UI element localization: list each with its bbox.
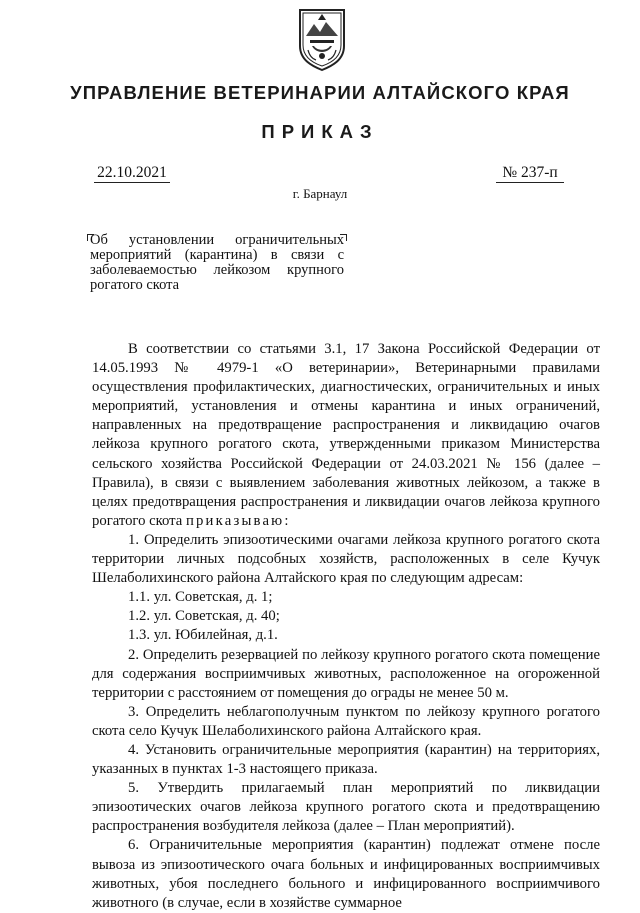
item-1-1: 1.1. ул. Советская, д. 1; <box>128 589 273 606</box>
item-4: 4. Установить ограничительные мероприятия (карантин) на территориях, указанных в пунктах 1-3 настоящего приказа. <box>92 741 600 778</box>
item-1-2: 1.2. ул. Советская, д. 40; <box>128 608 280 625</box>
order-word: приказываю: <box>185 512 291 529</box>
order-number: № 237-п <box>496 164 564 183</box>
preamble-text: В соответствии со статьями 3.1, 17 Закона Российской Федерации от 14.05.1993 № 4979-1 «О ветеринарии», Ветеринарными правилами осуществления профилактических, диагностических, ограничительных и иных мероприятий, установления и отмены карантина и иных ограничений, направленных на предотвращение распространения и ликвидацию очагов лейкоза крупного рогатого скота, утвержденными приказом Министерства сельского хозяйства Российской Федерации от 24.03.2021 № 156 (далее – Правила), в связи с выявлением заболевания животных лейкозом, а также в целях предотвращения распространения и ликвидации очагов лейкоза крупного рогатого скота <box>92 341 600 529</box>
order-subject: Об установлении ограничительных мероприятий (карантина) в связи с заболеваемостью лейкозом крупного рогатого скота <box>90 232 344 293</box>
item-6: 6. Ограничительные мероприятия (карантин) подлежат отмене после вывоза из эпизоотического очага больных и инфицированных восприимчивых животных, убоя последнего больного и инфицированного восприимчивого животного (в случае, если в хозяйстве суммарное <box>92 837 600 911</box>
organization-name: УПРАВЛЕНИЕ ВЕТЕРИНАРИИ АЛТАЙСКОГО КРАЯ <box>70 82 570 103</box>
item-1-3: 1.3. ул. Юбилейная, д.1. <box>128 627 278 644</box>
item-3: 3. Определить неблагополучным пунктом по лейкозу крупного рогатого скота село Кучук Шелаболихинского района Алтайского края. <box>92 703 600 739</box>
coat-of-arms-icon <box>296 6 348 72</box>
document-title: ПРИКАЗ <box>261 121 379 142</box>
item-2: 2. Определить резервацией по лейкозу крупного рогатого скота помещение для содержания восприимчивых животных, расположенное на огороженной территории с расстоянием от помещения до ограды не менее 50 м. <box>92 646 600 701</box>
order-date: 22.10.2021 <box>94 164 170 183</box>
city: г. Барнаул <box>292 186 348 201</box>
order-body <box>92 340 600 913</box>
item-5: 5. Утвердить прилагаемый план мероприятий по ликвидации эпизоотических очагов лейкоза крупного рогатого скота и предотвращению распространения возбудителя лейкоза (далее – План мероприятий). <box>92 780 600 835</box>
preamble-paragraph <box>92 340 600 531</box>
item-1: 1. Определить эпизоотическими очагами лейкоза крупного рогатого скота территории личных подсобных хозяйств, расположенных в селе Кучук Шелаболихинского района Алтайского края по следующим адресам: <box>92 531 600 587</box>
